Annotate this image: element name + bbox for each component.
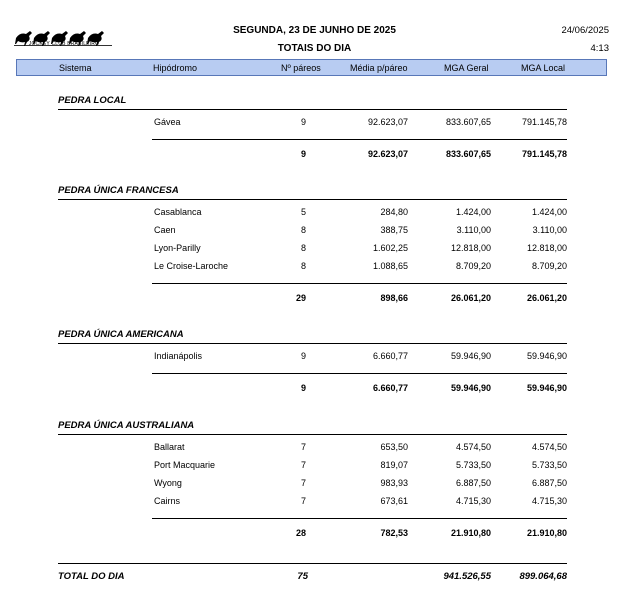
section-rule: [58, 109, 567, 110]
row-mga-local: 8.709,20: [531, 261, 567, 271]
subtotal-rule: [152, 139, 567, 140]
row-media: 983,93: [380, 478, 408, 488]
row-mga-geral: 6.887,50: [455, 478, 491, 488]
row-media: 92.623,07: [367, 117, 408, 127]
subtotal-rule: [152, 373, 567, 374]
row-hipodromo: Caen: [154, 225, 176, 235]
row-mga-geral: 12.818,00: [450, 243, 491, 253]
grand-total-mga-geral: 941.526,55: [443, 571, 491, 582]
grand-total-label: TOTAL DO DIA: [58, 571, 125, 582]
col-pareos: Nº páreos: [281, 63, 321, 73]
section-rule: [58, 434, 567, 435]
grand-total-mga-local: 899.064,68: [519, 571, 567, 582]
row-media: 819,07: [380, 460, 408, 470]
subtotal-pareos: 29: [295, 293, 306, 303]
row-hipodromo: Gávea: [154, 117, 181, 127]
subtotal-media: 6.660,77: [372, 383, 408, 393]
row-pareos: 5: [300, 207, 306, 217]
row-pareos: 8: [300, 261, 306, 271]
row-media: 6.660,77: [372, 351, 408, 361]
subtotal-mga-geral: 26.061,20: [450, 293, 491, 303]
row-hipodromo: Le Croise-Laroche: [154, 261, 229, 271]
row-mga-local: 1.424,00: [531, 207, 567, 217]
section-rule: [58, 199, 567, 200]
row-mga-local: 791.145,78: [521, 117, 567, 127]
section-title: PEDRA ÚNICA AMERICANA: [58, 329, 184, 340]
row-mga-geral: 3.110,00: [456, 225, 491, 235]
section-title: PEDRA ÚNICA FRANCESA: [58, 185, 179, 196]
row-mga-local: 3.110,00: [532, 225, 567, 235]
column-header-bar: [16, 59, 607, 76]
row-media: 1.602,25: [372, 243, 408, 253]
row-hipodromo: Indianápolis: [154, 351, 203, 361]
row-mga-local: 5.733,50: [531, 460, 567, 470]
print-date: 24/06/2025: [561, 25, 609, 36]
row-hipodromo: Ballarat: [154, 442, 185, 452]
row-media: 284,80: [380, 207, 408, 217]
subtotal-rule: [152, 518, 567, 519]
subtotal-mga-local: 26.061,20: [526, 293, 567, 303]
row-mga-local: 4.715,30: [531, 496, 567, 506]
col-mga-local: MGA Local: [521, 63, 566, 73]
row-hipodromo: Lyon-Parilly: [154, 243, 201, 253]
print-time: 4:13: [590, 43, 609, 54]
row-hipodromo: Wyong: [154, 478, 182, 488]
row-hipodromo: Port Macquarie: [154, 460, 216, 470]
subtotal-rule: [152, 283, 567, 284]
row-pareos: 9: [300, 117, 306, 127]
col-sistema: Sistema: [59, 63, 92, 73]
row-media: 388,75: [380, 225, 408, 235]
row-pareos: 7: [300, 478, 306, 488]
row-hipodromo: Cairns: [154, 496, 181, 506]
row-pareos: 7: [300, 460, 306, 470]
report-date-title: SEGUNDA, 23 DE JUNHO DE 2025: [233, 25, 396, 36]
subtotal-media: 92.623,07: [367, 149, 408, 159]
row-pareos: 8: [300, 243, 306, 253]
col-mga-geral: MGA Geral: [444, 63, 489, 73]
subtotal-mga-geral: 59.946,90: [450, 383, 491, 393]
logo-caption: JOCKEY CLUB BRASILEIRO: [28, 41, 100, 47]
row-media: 1.088,65: [372, 261, 408, 271]
section-rule: [58, 343, 567, 344]
row-mga-local: 4.574,50: [531, 442, 567, 452]
grand-total-rule: [58, 563, 567, 564]
row-pareos: 8: [300, 225, 306, 235]
row-mga-geral: 1.424,00: [455, 207, 491, 217]
col-hipodromo: Hipódromo: [153, 63, 198, 73]
row-mga-local: 59.946,90: [526, 351, 567, 361]
row-hipodromo: Casablanca: [154, 207, 202, 217]
row-media: 673,61: [380, 496, 408, 506]
row-mga-local: 12.818,00: [526, 243, 567, 253]
subtotal-pareos: 9: [300, 383, 306, 393]
row-mga-geral: 5.733,50: [455, 460, 491, 470]
row-pareos: 7: [300, 442, 306, 452]
subtotal-pareos: 28: [295, 528, 306, 538]
subtotal-mga-local: 21.910,80: [526, 528, 567, 538]
section-title: PEDRA LOCAL: [58, 95, 127, 106]
subtotal-mga-geral: 833.607,65: [445, 149, 491, 159]
row-mga-geral: 59.946,90: [450, 351, 491, 361]
row-mga-geral: 4.574,50: [455, 442, 491, 452]
row-mga-geral: 833.607,65: [445, 117, 491, 127]
subtotal-media: 898,66: [380, 293, 408, 303]
grand-total-pareos: 75: [297, 571, 308, 582]
subtotal-mga-local: 59.946,90: [526, 383, 567, 393]
row-mga-local: 6.887,50: [531, 478, 567, 488]
col-media: Média p/páreo: [350, 63, 408, 73]
subtotal-mga-geral: 21.910,80: [450, 528, 491, 538]
subtotal-mga-local: 791.145,78: [521, 149, 567, 159]
row-mga-geral: 4.715,30: [455, 496, 491, 506]
row-media: 653,50: [380, 442, 408, 452]
section-title: PEDRA ÚNICA AUSTRALIANA: [58, 420, 195, 431]
row-mga-geral: 8.709,20: [455, 261, 491, 271]
report-subtitle: TOTAIS DO DIA: [277, 43, 352, 54]
subtotal-media: 782,53: [380, 528, 408, 538]
row-pareos: 7: [300, 496, 306, 506]
subtotal-pareos: 9: [300, 149, 306, 159]
row-pareos: 9: [300, 351, 306, 361]
